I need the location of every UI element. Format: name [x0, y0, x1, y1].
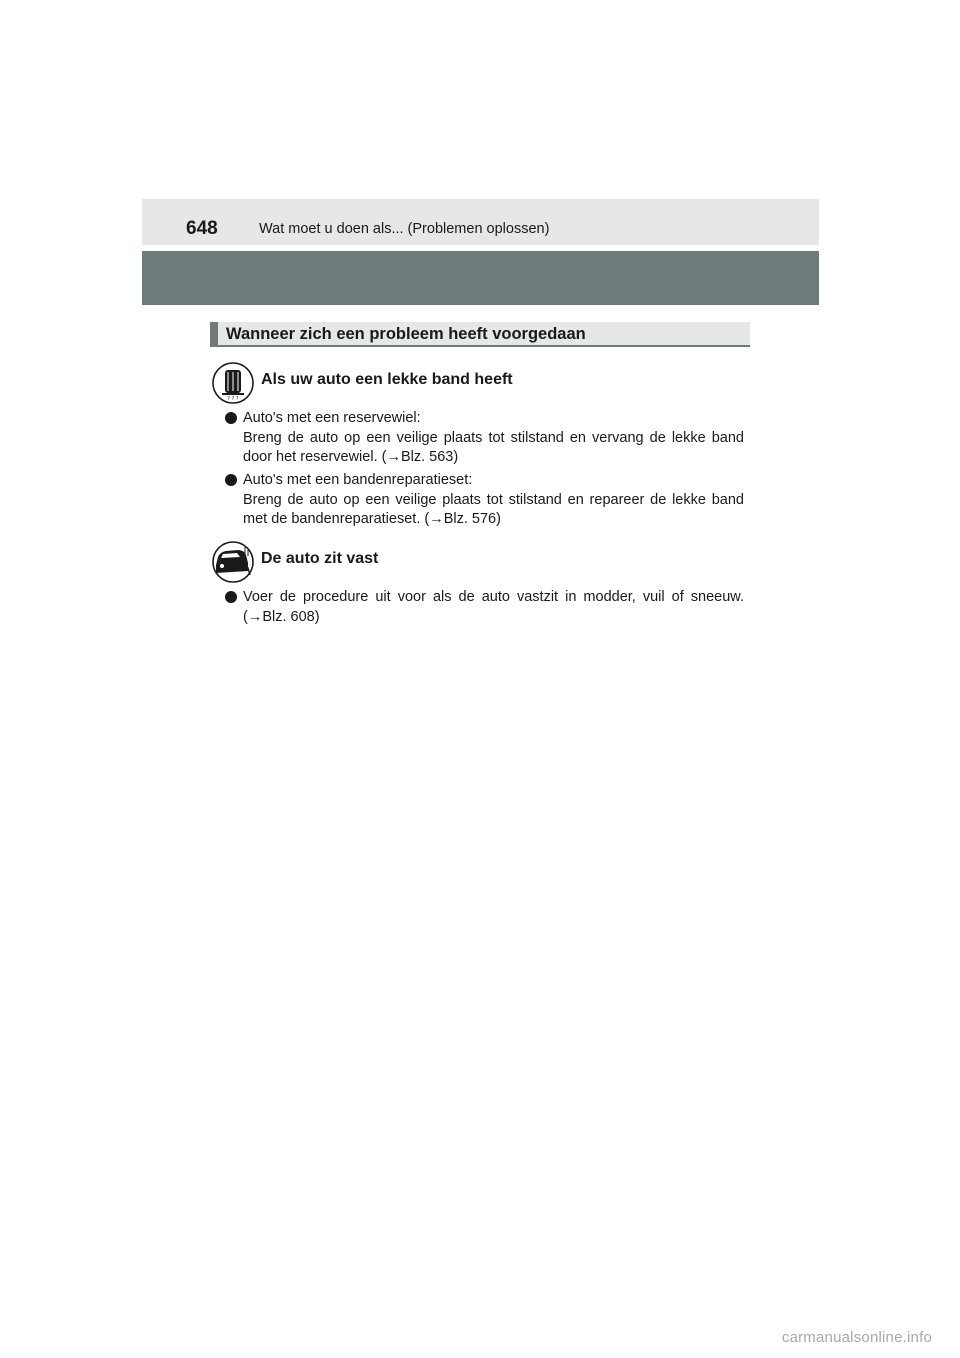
section-heading	[210, 322, 750, 347]
list-item-body: Breng de auto op een veilige plaats tot stilstand en repareer de lekke band met de bandenreparatieset. (→Blz. 576)	[243, 491, 744, 527]
page-number: 648	[186, 218, 218, 239]
footer-watermark: carmanualsonline.info	[781, 1329, 932, 1346]
bullet-icon	[225, 412, 237, 424]
list-item-label: Auto's met een reservewiel:	[243, 410, 421, 426]
list-item	[224, 471, 744, 530]
stuck-car-icon	[212, 541, 254, 583]
list-item-body: Breng de auto op een veilige plaats tot stilstand en vervang de lekke band door het reservewiel. (→Blz. 563)	[243, 429, 744, 465]
running-title: Wat moet u doen als... (Problemen oplossen)	[259, 221, 550, 237]
chapter-band	[142, 251, 819, 305]
bullet-icon	[225, 474, 237, 486]
subsection-title: Als uw auto een lekke band heeft	[261, 371, 513, 388]
list-item	[224, 409, 744, 468]
list-item-label: Auto's met een bandenreparatieset:	[243, 472, 473, 488]
section-heading-text: Wanneer zich een probleem heeft voorgedaan	[226, 325, 586, 343]
list-item	[224, 588, 744, 627]
subsection-title: De auto zit vast	[261, 550, 379, 567]
bullet-icon	[225, 591, 237, 603]
list-item-body: Voer de procedure uit voor als de auto vastzit in modder, vuil of sneeuw. (→Blz. 608)	[243, 589, 744, 625]
running-header	[142, 199, 819, 245]
svg-text:? ? ?: ? ? ?	[227, 396, 239, 402]
flat-tire-icon	[212, 362, 254, 404]
